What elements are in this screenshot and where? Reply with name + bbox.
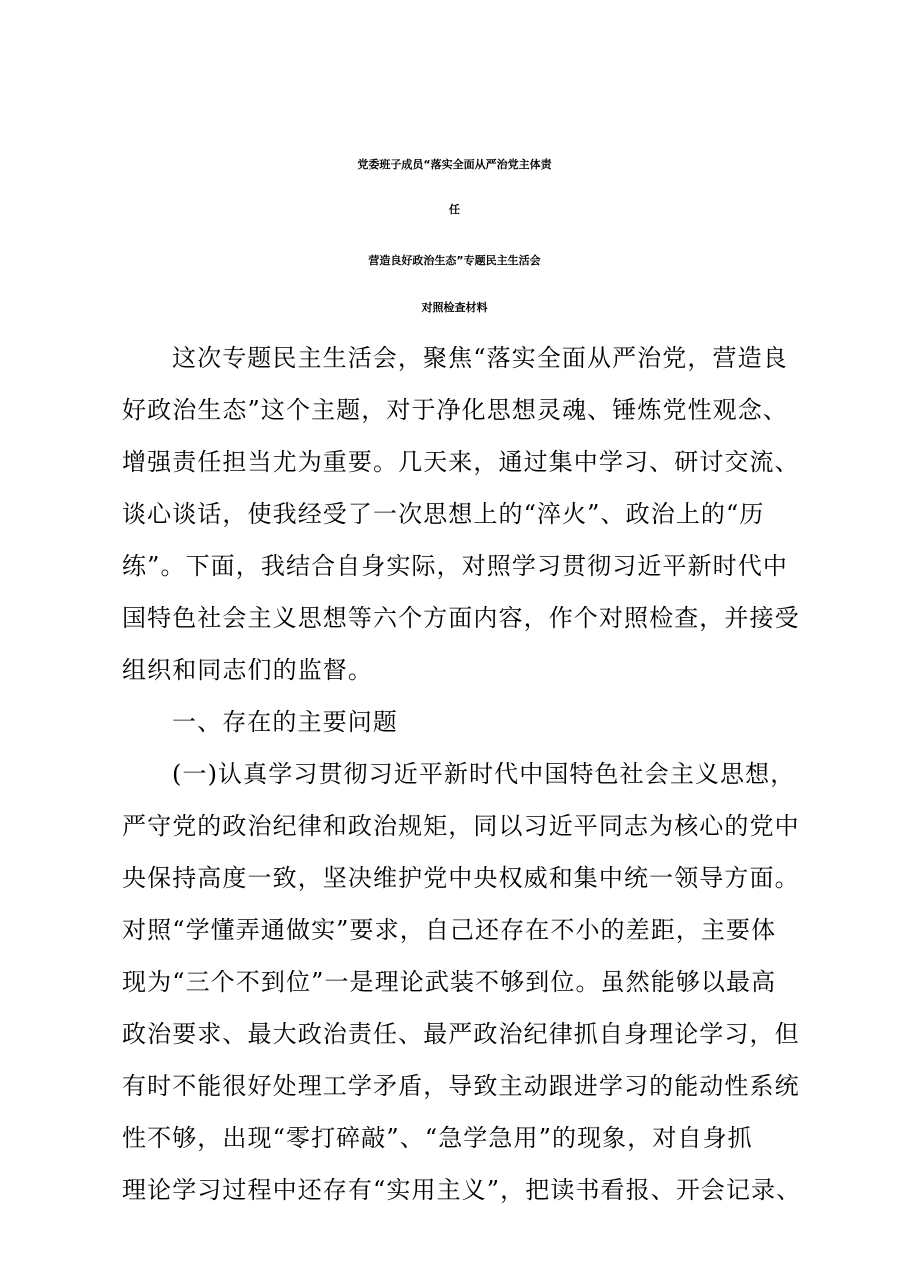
section-line: 理论学习过程中还存有“实用主义”，把读书看报、开会记录、 (122, 1176, 802, 1204)
section-line: (一)认真学习贯彻习近平新时代中国特色社会主义思想， (172, 760, 796, 788)
section-line: 严守党的政治纪律和政治规矩，同以习近平同志为核心的党中 (122, 812, 800, 840)
intro-line: 谈心谈话，使我经受了一次思想上的“淬火”、政治上的“历 (122, 500, 765, 528)
title-line-3: 营造良好政治生态”专题民主生活会 (368, 254, 541, 267)
section-line: 对照“学懂弄通做实”要求，自己还存在不小的差距，主要体 (122, 916, 777, 944)
intro-line: 练”。下面，我结合自身实际，对照学习贯彻习近平新时代中 (122, 552, 788, 580)
section-line: 政治要求、最大政治责任、最严政治纪律抓自身理论学习，但 (122, 1020, 800, 1048)
intro-line: 国特色社会主义思想等六个方面内容，作个对照检查，并接受 (122, 604, 800, 632)
section-line: 现为“三个不到位”一是理论武装不够到位。虽然能够以最高 (122, 968, 777, 996)
title-line-2: 任 (449, 203, 460, 216)
intro-line: 组织和同志们的监督。 (122, 656, 373, 684)
section-line: 有时不能很好处理工学矛盾，导致主动跟进学习的能动性系统 (122, 1072, 800, 1100)
title-line-1: 党委班子成员“落实全面从严治党主体责 (357, 158, 552, 171)
section-line: 性不够，出现“零打碎敲”、“急学急用”的现象，对自身抓 (122, 1124, 753, 1152)
intro-line: 好政治生态”这个主题，对于净化思想灵魂、锤炼党性观念、 (122, 396, 788, 424)
section-heading: 一、存在的主要问题 (172, 708, 398, 736)
title-line-4: 对照检查材料 (421, 301, 488, 314)
section-line: 央保持高度一致，坚决维护党中央权威和集中统一领导方面。 (122, 864, 800, 892)
intro-line: 这次专题民主生活会，聚焦“落实全面从严治党，营造良 (172, 344, 788, 372)
intro-line: 增强责任担当尤为重要。几天来，通过集中学习、研讨交流、 (122, 448, 800, 476)
